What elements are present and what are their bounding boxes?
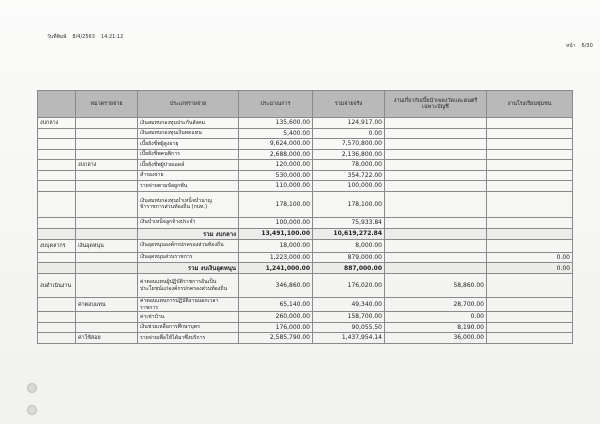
table-cell: 110,000.00 [239, 181, 313, 192]
table-cell: ค่าตอบแทนผู้ปฏิบัติราชการอันเป็นประโยชน์แก่องค์กรปกครองส่วนท้องถิ่น [138, 274, 239, 298]
table-cell: 2,585,790.00 [239, 333, 313, 344]
table-cell [38, 333, 76, 344]
table-cell: เงินช่วยเหลือการศึกษาบุตร [138, 322, 239, 333]
printed-label: วันที่พิมพ์ [47, 34, 67, 40]
table-row [38, 118, 573, 129]
page-label: หน้า [566, 43, 576, 49]
table-cell [76, 263, 138, 274]
table-cell: 124,917.00 [313, 118, 385, 129]
table-cell: 176,000.00 [239, 322, 313, 333]
table-cell [38, 298, 76, 312]
table-cell: งบกลาง [38, 118, 76, 129]
table-cell [38, 263, 76, 274]
table-cell [385, 149, 487, 160]
header-cell [38, 91, 76, 118]
table-cell [38, 322, 76, 333]
table-cell [38, 160, 76, 171]
table-cell: 178,100.00 [239, 191, 313, 217]
table-cell: 0.00 [487, 263, 573, 274]
table-cell: เงินสมทบกองทุนบำเหน็จบำนาญข้าราชการส่วนท้องถิ่น (กบท.) [138, 191, 239, 217]
table-cell [385, 128, 487, 139]
table-cell [76, 118, 138, 129]
table-cell: เงินอุดหนุนส่วนราชการ [138, 252, 239, 263]
table-cell: งบดำเนินงาน [38, 274, 76, 298]
table-cell [487, 149, 573, 160]
printed-time: 14:21:12 [100, 34, 124, 40]
table-cell [487, 139, 573, 150]
table-cell: รวม งบกลาง [138, 228, 239, 239]
table-cell: เงินอุดหนุนองค์กรปกครองส่วนท้องถิ่น [138, 239, 239, 252]
table-cell [385, 181, 487, 192]
header-cell: ประมาณการ [239, 91, 313, 118]
table-cell: 78,000.00 [313, 160, 385, 171]
header-cell: รวมจ่ายจริง [313, 91, 385, 118]
summary-row [38, 228, 573, 239]
table-row [38, 191, 573, 217]
table-cell [487, 118, 573, 129]
table-cell [385, 191, 487, 217]
table-cell [76, 217, 138, 228]
table-cell [385, 118, 487, 129]
print-timestamp [47, 33, 129, 41]
table-cell: เงินอุดหนุน [76, 239, 138, 252]
header-cell: ประเภทรายจ่าย [138, 91, 239, 118]
table-cell [76, 128, 138, 139]
table-cell [76, 149, 138, 160]
table-cell [76, 181, 138, 192]
page-value: 6/30 [581, 43, 593, 49]
table-cell [487, 217, 573, 228]
table-cell: ค่าเช่าบ้าน [138, 312, 239, 323]
header-cell: งานเกี่ยวกับเบี้ยนำเพลงวัดและดนตรีเฉพาะบัญชี [385, 91, 487, 118]
table-row [38, 217, 573, 228]
table-cell: เงินสมทบกองทุนเงินทดแทน [138, 128, 239, 139]
table-cell: ค่าใช้สอย [76, 333, 138, 344]
table-cell: ค่าตอบแทนการปฏิบัติงานนอกเวลาราชการ [138, 298, 239, 312]
table-cell [487, 239, 573, 252]
table-cell: 1,241,000.00 [239, 263, 313, 274]
table-cell [76, 228, 138, 239]
table-cell: 18,000.00 [239, 239, 313, 252]
table-cell [487, 191, 573, 217]
table-cell [385, 239, 487, 252]
punch-hole [27, 405, 37, 415]
table-cell [38, 128, 76, 139]
table-cell: 1,437,954.14 [313, 333, 385, 344]
table-cell: ค่าตอบแทน [76, 298, 138, 312]
table-cell: 58,860.00 [385, 274, 487, 298]
table-cell [487, 128, 573, 139]
table-cell: 75,933.84 [313, 217, 385, 228]
table-cell [385, 228, 487, 239]
table-row [38, 181, 573, 192]
table-cell: 8,190.00 [385, 322, 487, 333]
table-cell [487, 298, 573, 312]
table-cell [38, 228, 76, 239]
table-cell: รวม งบเงินอุดหนุน [138, 263, 239, 274]
table-cell [487, 170, 573, 181]
table-cell [385, 263, 487, 274]
table-cell [487, 274, 573, 298]
header-cell: งานโรงเรียนชุมชน [487, 91, 573, 118]
table-cell [76, 312, 138, 323]
summary-row [38, 263, 573, 274]
table-cell: 887,000.00 [313, 263, 385, 274]
table-cell: 90,055.50 [313, 322, 385, 333]
table-header [38, 91, 573, 118]
table-cell: 879,000.00 [313, 252, 385, 263]
table-cell: 7,570,800.00 [313, 139, 385, 150]
table-cell: 0.00 [487, 252, 573, 263]
table-cell [487, 228, 573, 239]
table-cell [487, 333, 573, 344]
table-cell [38, 139, 76, 150]
table-row [38, 333, 573, 344]
table-row [38, 160, 573, 171]
table-cell: 158,700.00 [313, 312, 385, 323]
table-cell: รายจ่ายเพื่อให้ได้มาซึ่งบริการ [138, 333, 239, 344]
table-cell: งบบุคลากร [38, 239, 76, 252]
table-cell [385, 160, 487, 171]
table-cell [38, 191, 76, 217]
table-row [38, 298, 573, 312]
table-row [38, 128, 573, 139]
expenditure-table [37, 90, 573, 344]
table-cell: 100,000.00 [313, 181, 385, 192]
table-cell: 2,136,800.00 [313, 149, 385, 160]
table-cell [38, 170, 76, 181]
table-cell [385, 217, 487, 228]
table-cell [38, 312, 76, 323]
table-cell: 260,000.00 [239, 312, 313, 323]
table-cell: เบี้ยยังชีพผู้สูงอายุ [138, 139, 239, 150]
table-cell: 0.00 [313, 128, 385, 139]
table-row [38, 139, 573, 150]
table-cell: เบี้ยยังชีพผู้ป่วยเอดส์ [138, 160, 239, 171]
table-cell: 354,722.00 [313, 170, 385, 181]
table-row [38, 322, 573, 333]
table-cell: 2,688,000.00 [239, 149, 313, 160]
table-cell: สำรองจ่าย [138, 170, 239, 181]
table-cell: 100,000.00 [239, 217, 313, 228]
table-cell [76, 274, 138, 298]
table-cell: 346,860.00 [239, 274, 313, 298]
table-cell: เบี้ยยังชีพคนพิการ [138, 149, 239, 160]
table-cell [76, 322, 138, 333]
table-cell: เงินบำเหน็จลูกจ้างประจำ [138, 217, 239, 228]
table-cell: 0.00 [385, 312, 487, 323]
table-row [38, 274, 573, 298]
table-cell [487, 181, 573, 192]
table-cell [487, 312, 573, 323]
table-cell: 178,100.00 [313, 191, 385, 217]
table-cell [487, 322, 573, 333]
table-cell: 28,700.00 [385, 298, 487, 312]
table-cell: 10,619,272.84 [313, 228, 385, 239]
table-cell [76, 252, 138, 263]
table-row [38, 170, 573, 181]
table-cell: 8,000.00 [313, 239, 385, 252]
punch-hole [27, 383, 37, 393]
table-cell: 13,491,100.00 [239, 228, 313, 239]
table-row [38, 312, 573, 323]
table-cell [487, 160, 573, 171]
table-cell: 530,000.00 [239, 170, 313, 181]
table-cell: รายจ่ายตามข้อผูกพัน [138, 181, 239, 192]
table-cell: 49,340.00 [313, 298, 385, 312]
table-cell: 9,624,000.00 [239, 139, 313, 150]
table-cell [38, 149, 76, 160]
header-cell: หมวดรายจ่าย [76, 91, 138, 118]
table-cell [385, 252, 487, 263]
table-row [38, 239, 573, 252]
table-cell [38, 181, 76, 192]
table-cell: 1,223,000.00 [239, 252, 313, 263]
table-cell [38, 252, 76, 263]
table-cell: 65,140.00 [239, 298, 313, 312]
table-cell: 36,000.00 [385, 333, 487, 344]
page-number [566, 42, 599, 50]
table-cell: งบกลาง [76, 160, 138, 171]
table-cell [76, 191, 138, 217]
table-cell: 176,020.00 [313, 274, 385, 298]
table-cell [385, 139, 487, 150]
table-cell: เงินสมทบกองทุนประกันสังคม [138, 118, 239, 129]
table-cell [385, 170, 487, 181]
table-row [38, 149, 573, 160]
printed-date: 8/4/2563 [72, 34, 95, 40]
table-cell: 5,400.00 [239, 128, 313, 139]
table-cell [76, 139, 138, 150]
table-row [38, 252, 573, 263]
table-cell: 135,600.00 [239, 118, 313, 129]
table-cell [76, 170, 138, 181]
table-cell: 120,000.00 [239, 160, 313, 171]
table-cell [38, 217, 76, 228]
